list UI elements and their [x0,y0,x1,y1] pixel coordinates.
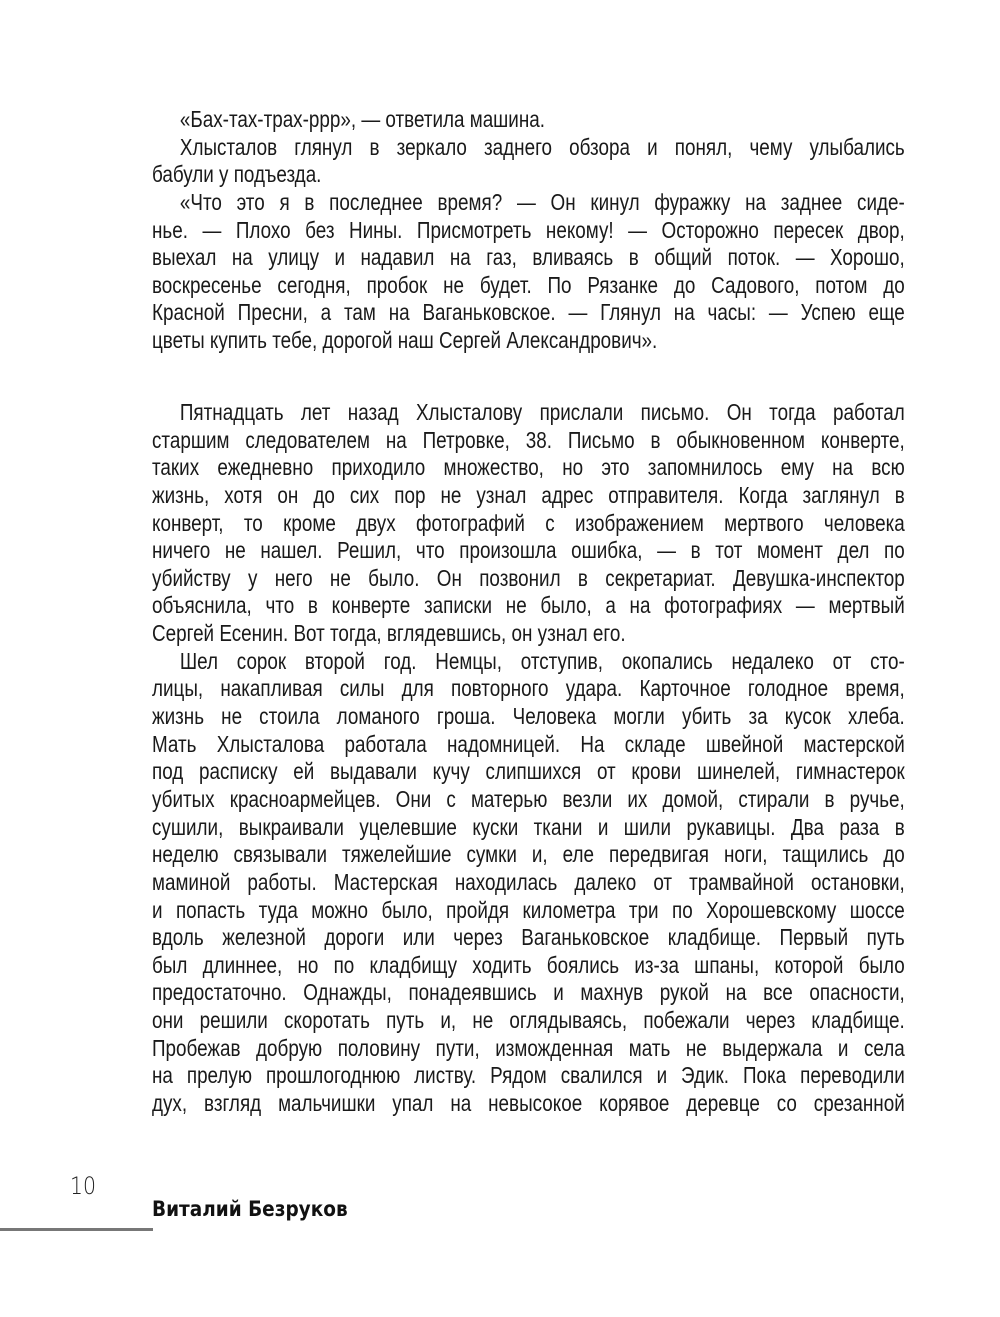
text-line: объяснила, что в конверте записки не было, а на фотографиях — мертвый [152,592,905,619]
text-block-main [152,399,905,1118]
text-line: дух, взгляд мальчишки упал на невысокое корявое деревце со срезанной [152,1090,905,1117]
text-line: Сергей Есенин. Вот тогда, вглядевшись, он узнал его. [152,620,626,647]
text-line: маминой работы. Мастерская находилась далеко от трамвайной остановки, [152,868,905,895]
text-line: под расписку ей выдавали кучу слипшихся от крови шинелей, гимнастерок [152,758,905,785]
text-line: и попасть туда можно было, пройдя километра три по Хорошевскому шоссе [152,896,905,923]
text-line: убитых красноармейцев. Они с матерью везли их домой, стирали в ручье, [152,785,905,812]
paragraph [152,648,905,1118]
text-block-top [152,106,905,355]
text-line: «Что это я в последнее время? — Он кинул фуражку на заднее сиде- [179,188,905,215]
text-line: жизнь, хотя он до сих пор не узнал адрес отправителя. Когда заглянул в [152,481,905,508]
text-line: Пробежав добрую половину пути, изможденная мать не выдержала и села [152,1034,905,1061]
paragraph [152,189,905,355]
text-line: Хлысталов глянул в зеркало заднего обзора и понял, чему улыбались [179,133,905,160]
text-line: Пятнадцать лет назад Хлысталову прислали письмо. Он тогда работал [179,399,905,425]
paragraph [152,106,905,134]
text-line: неделю связывали тяжелейшие сумки и, еле передвигая ноги, тащились до [152,841,905,868]
text-line: лицы, накапливая силы для повторного удара. Карточное голодное время, [152,675,905,702]
text-line: сушили, выкраивали уцелевшие куски ткани и шили рукавицы. Два раза в [152,813,905,840]
text-line: был длиннее, но по кладбищу ходить боялись из-за шпаны, которой было [152,951,905,978]
text-line: конверт, то кроме двух фотографий с изображением мертвого человека [152,509,905,536]
text-line: «Бах-тах-трах-ррр», — ответила машина. [179,106,545,132]
text-line: Шел сорок второй год. Немцы, отступив, окопались недалеко от сто- [179,647,905,674]
text-line: убийству у него не было. Он позвонил в секретариат. Девушка-инспектор [152,564,905,591]
text-line: воскресенье сегодня, пробок не будет. По Рязанке до Садового, потом до [152,271,905,298]
paragraph [152,134,905,189]
page-number: 10 [70,1172,96,1200]
text-line: ничего не нашел. Решил, что произошла ошибка, — в тот момент дел по [152,537,905,564]
text-line: они решили скоротать путь и, не оглядываясь, побежали через кладбище. [152,1007,905,1034]
text-line: на прелую прошлогоднюю листву. Рядом свалился и Эдик. Пока переводили [152,1062,905,1089]
text-line: бабули у подъезда. [152,161,322,188]
text-line: цветы купить тебе, дорогой наш Сергей Александрович». [152,327,658,354]
text-line: предостаточно. Однажды, понадеявшись и махнув рукой на все опасности, [152,979,905,1006]
text-line: Мать Хлысталова работала надомницей. На складе швейной мастерской [152,730,905,757]
text-line: Красной Пресни, а там на Ваганьковское. — Глянул на часы: — Успею еще [152,299,905,326]
text-line: нье. — Плохо без Нины. Присмотреть некому! — Осторожно пересек двор, [152,216,905,243]
running-footer-author: Виталий Безруков [152,1197,348,1221]
text-line: таких ежедневно приходило множество, но это запомнилось ему на всю [152,454,905,481]
text-line: старшим следователем на Петровке, 38. Письмо в обыкновенном конверте, [152,426,905,453]
text-line: выехал на улицу и надавил на газ, вливаясь в общий поток. — Хорошо, [152,244,905,271]
footer-rule [0,1228,153,1231]
paragraph [152,399,905,648]
text-line: вдоль железной дороги или через Ваганьковское кладбище. Первый путь [152,924,905,951]
text-line: жизнь не стоила ломаного гроша. Человека могли убить за кусок хлеба. [152,703,905,730]
